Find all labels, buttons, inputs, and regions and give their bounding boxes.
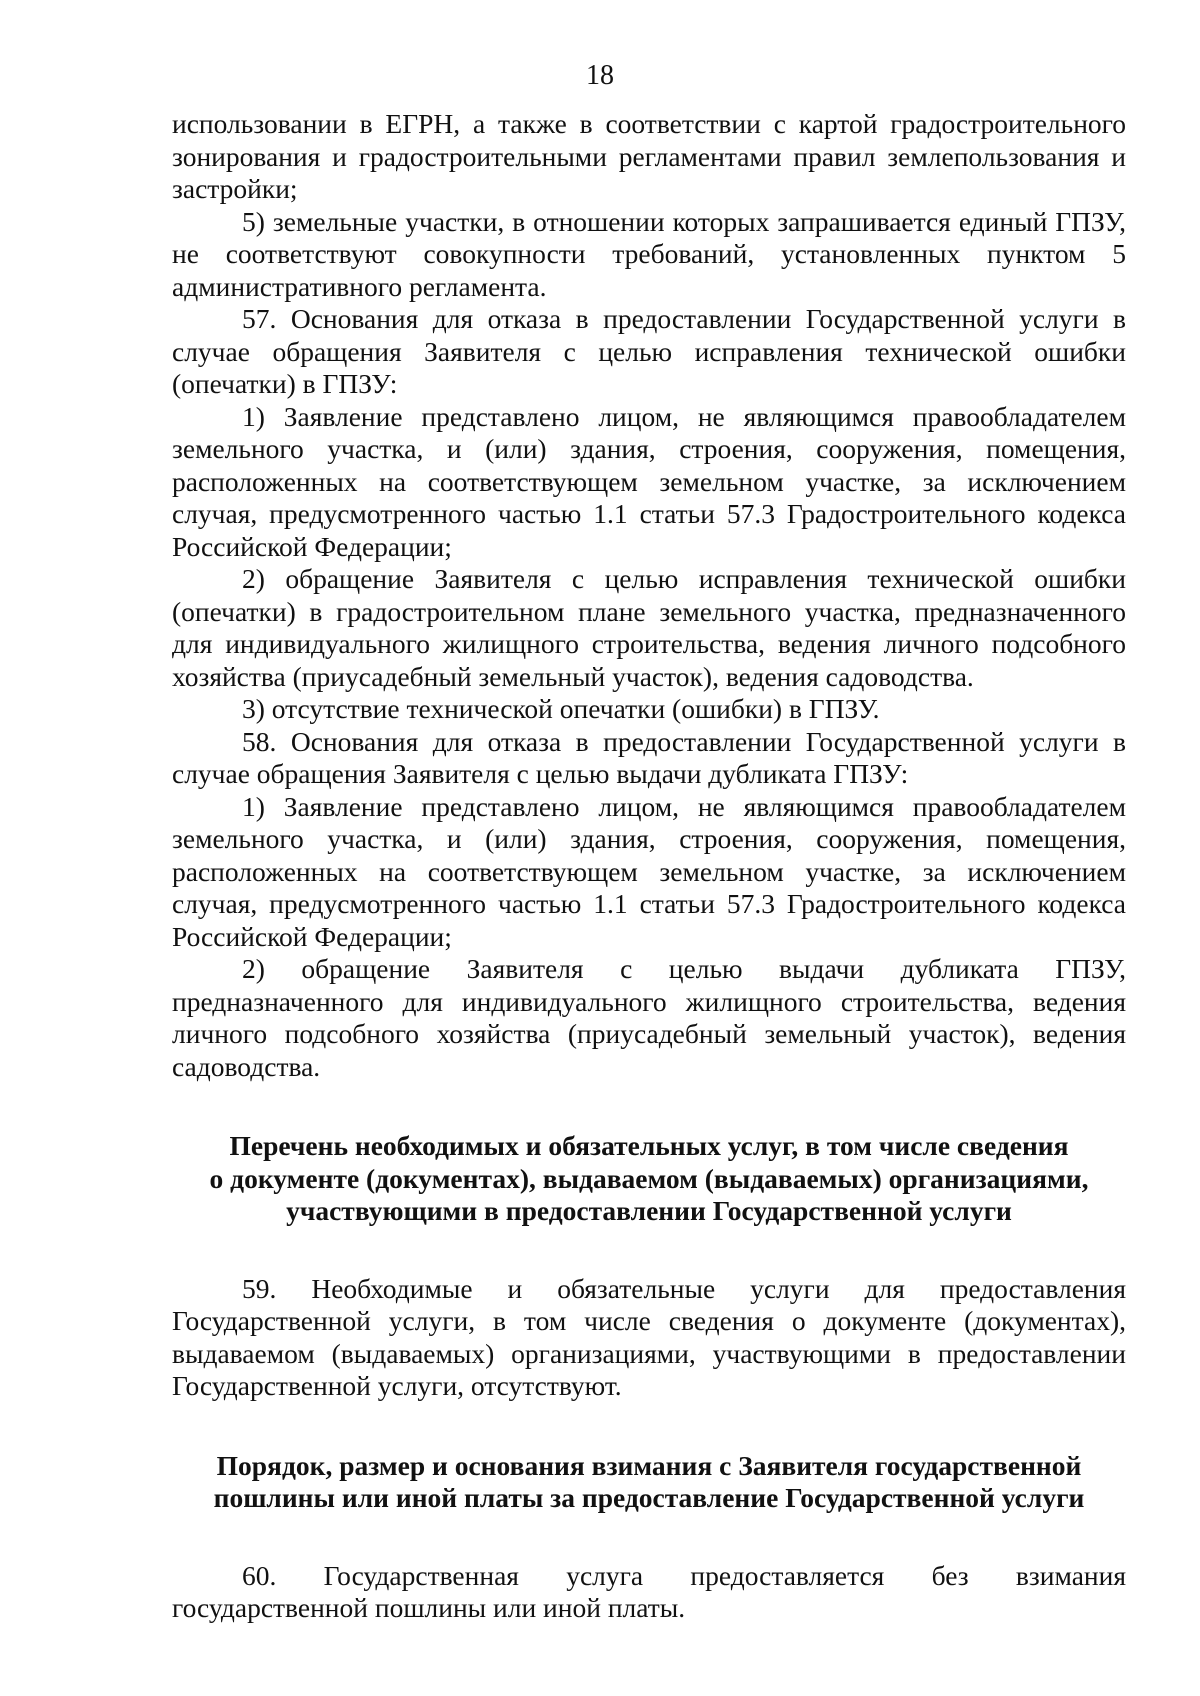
- heading-line: пошлины или иной платы за предоставление Государственной услуги: [213, 1482, 1085, 1513]
- heading-line: участвующими в предоставлении Государственной услуги: [286, 1195, 1012, 1226]
- paragraph-60: 60. Государственная услуга предоставляется без взимания государственной пошлины или иной платы.: [172, 1559, 1126, 1623]
- paragraph-58-item-2: 2) обращение Заявителя с целью выдачи дубликата ГПЗУ, предназначенного для индивидуального жилищного строительства, ведения личного подсобного хозяйства (приусадебный земельный участок), ведения садоводства.: [172, 953, 1126, 1082]
- paragraph-item-5: 5) земельные участки, в отношении которых запрашивается единый ГПЗУ, не соответствуют совокупности требований, установленных пунктом 5 административного регламента.: [172, 205, 1126, 302]
- document-body: [172, 108, 1126, 1625]
- heading-line: о документе (документах), выдаваемом (выдаваемых) организациями,: [209, 1162, 1089, 1194]
- section-heading-fee: [172, 1450, 1126, 1515]
- paragraph-58-item-1: 1) Заявление представлено лицом, не являющимся правообладателем земельного участка, и (или) здания, строения, сооружения, помещения, расположенных на соответствующем земельном участке, за исключением случая, предусмотренного частью 1.1 статьи 57.3 Градостроительного кодекса Российской Федерации;: [172, 790, 1126, 952]
- paragraph-57: 57. Основания для отказа в предоставлении Государственной услуги в случае обращения Заявителя с целью исправления технической ошибки (опечатки) в ГПЗУ:: [172, 303, 1126, 399]
- paragraph-57-item-1: 1) Заявление представлено лицом, не являющимся правообладателем земельного участка, и (или) здания, строения, сооружения, помещения, расположенных на соответствующем земельном участке, за исключением случая, предусмотренного частью 1.1 статьи 57.3 Градостроительного кодекса Российской Федерации;: [172, 400, 1126, 562]
- section-heading-services: [172, 1130, 1126, 1228]
- paragraph-57-item-3: 3) отсутствие технической опечатки (ошибки) в ГПЗУ.: [242, 693, 880, 724]
- page-number: 18: [586, 60, 614, 91]
- paragraph-58: 58. Основания для отказа в предоставлении Государственной услуги в случае обращения Заявителя с целью выдачи дубликата ГПЗУ:: [172, 725, 1126, 789]
- paragraph-continuation: использовании в ЕГРН, а также в соответствии с картой градостроительного зонирования и градостроительными регламентами правил землепользования и застройки;: [172, 108, 1126, 204]
- heading-line: Порядок, размер и основания взимания с Заявителя государственной: [216, 1449, 1082, 1481]
- heading-line: Перечень необходимых и обязательных услуг, в том числе сведения: [229, 1130, 1069, 1161]
- paragraph-57-item-2: 2) обращение Заявителя с целью исправления технической ошибки (опечатки) в градостроительном плане земельного участка, предназначенного для индивидуального жилищного строительства, ведения личного подсобного хозяйства (приусадебный земельный участок), ведения садоводства.: [172, 563, 1126, 692]
- paragraph-59: 59. Необходимые и обязательные услуги для предоставления Государственной услуги, в том числе сведения о документе (документах), выдаваемом (выдаваемых) организациями, участвующими в предоставлении Государственной услуги, отсутствуют.: [172, 1272, 1126, 1401]
